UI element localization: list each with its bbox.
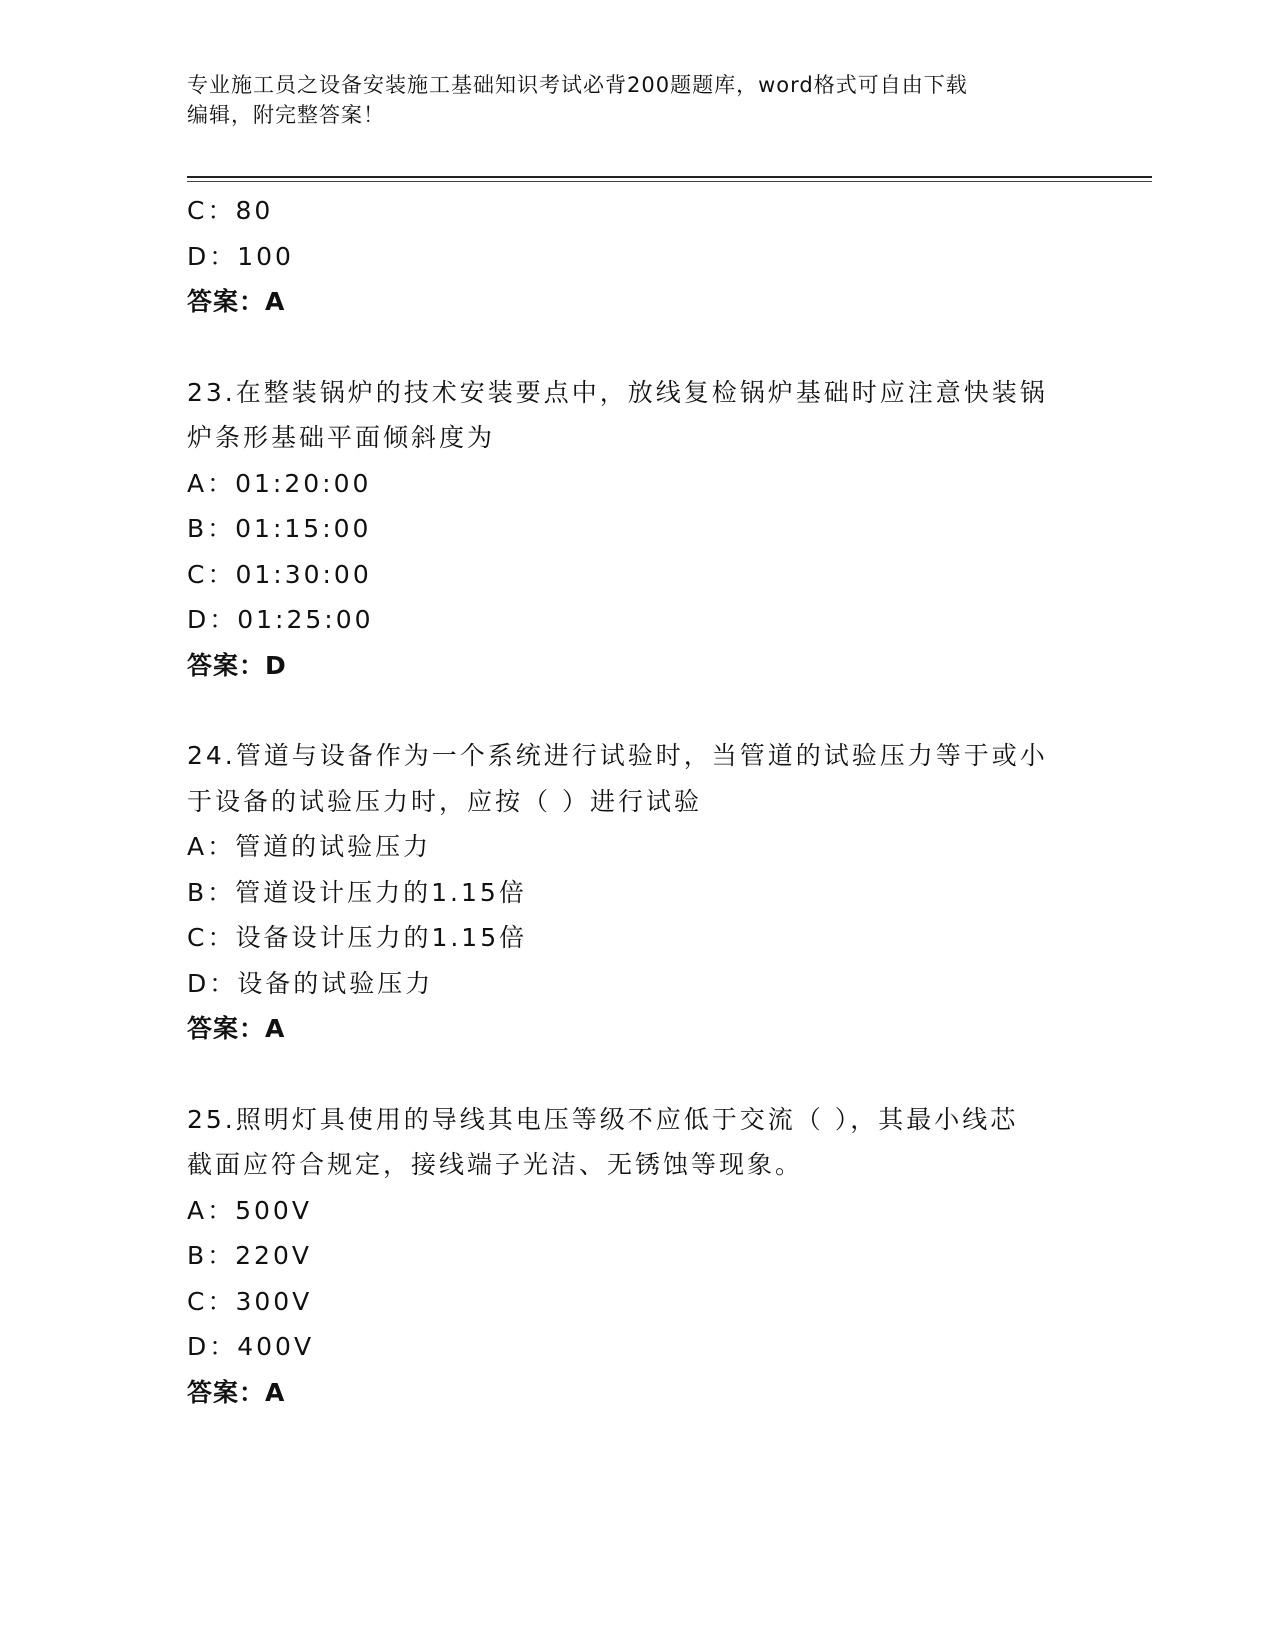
- question-23: [187, 370, 1087, 689]
- question-stem-line-1: 24.管道与设备作为一个系统进行试验时，当管道的试验压力等于或小: [187, 741, 1048, 770]
- header-divider-thick: [187, 176, 1152, 178]
- header-line-1: 专业施工员之设备安装施工基础知识考试必背200题题库，word格式可自由下载: [187, 73, 968, 97]
- option-a: A：01:20:00: [187, 468, 372, 498]
- question-stem-line-2: 于设备的试验压力时，应按（ ）进行试验: [187, 786, 702, 816]
- option-c: C：设备设计压力的1.15倍: [187, 923, 528, 952]
- question-list: [187, 188, 1087, 1415]
- question-stem-line-2: 炉条形基础平面倾斜度为: [187, 423, 496, 452]
- question-24: [187, 733, 1087, 1052]
- option-c: C：300V: [187, 1286, 313, 1316]
- option-b: B：01:15:00: [187, 514, 372, 543]
- question-stem-line-1: 25.照明灯具使用的导线其电压等级不应低于交流（ ），其最小线芯: [187, 1104, 1019, 1134]
- answer-line: 答案：D: [187, 650, 287, 680]
- question-stem-line-2: 截面应符合规定，接线端子光洁、无锈蚀等现象。: [187, 1150, 804, 1179]
- header-divider-thin: [187, 181, 1152, 182]
- spacer: [187, 688, 1087, 733]
- answer-line: 答案：A: [187, 1377, 286, 1407]
- spacer: [187, 325, 1087, 370]
- question-22-tail: [187, 188, 1087, 325]
- option-b: B：220V: [187, 1241, 312, 1270]
- answer-line: 答案：A: [187, 1014, 286, 1043]
- option-b: B：管道设计压力的1.15倍: [187, 877, 527, 907]
- option-d: D：400V: [187, 1332, 315, 1361]
- header-line-2: 编辑，附完整答案！: [187, 103, 385, 127]
- answer-line: 答案：A: [187, 287, 286, 316]
- option-d: D：设备的试验压力: [187, 968, 434, 998]
- option-a: A：500V: [187, 1195, 312, 1225]
- option-a: A：管道的试验压力: [187, 832, 432, 861]
- question-stem-line-1: 23.在整装锅炉的技术安装要点中，放线复检锅炉基础时应注意快装锅: [187, 377, 1048, 407]
- option-d: D：100: [187, 241, 294, 271]
- document-header: [187, 70, 1067, 130]
- spacer: [187, 1052, 1087, 1097]
- option-d: D：01:25:00: [187, 605, 374, 634]
- question-25: [187, 1097, 1087, 1416]
- option-c: C：80: [187, 196, 274, 225]
- option-c: C：01:30:00: [187, 559, 372, 589]
